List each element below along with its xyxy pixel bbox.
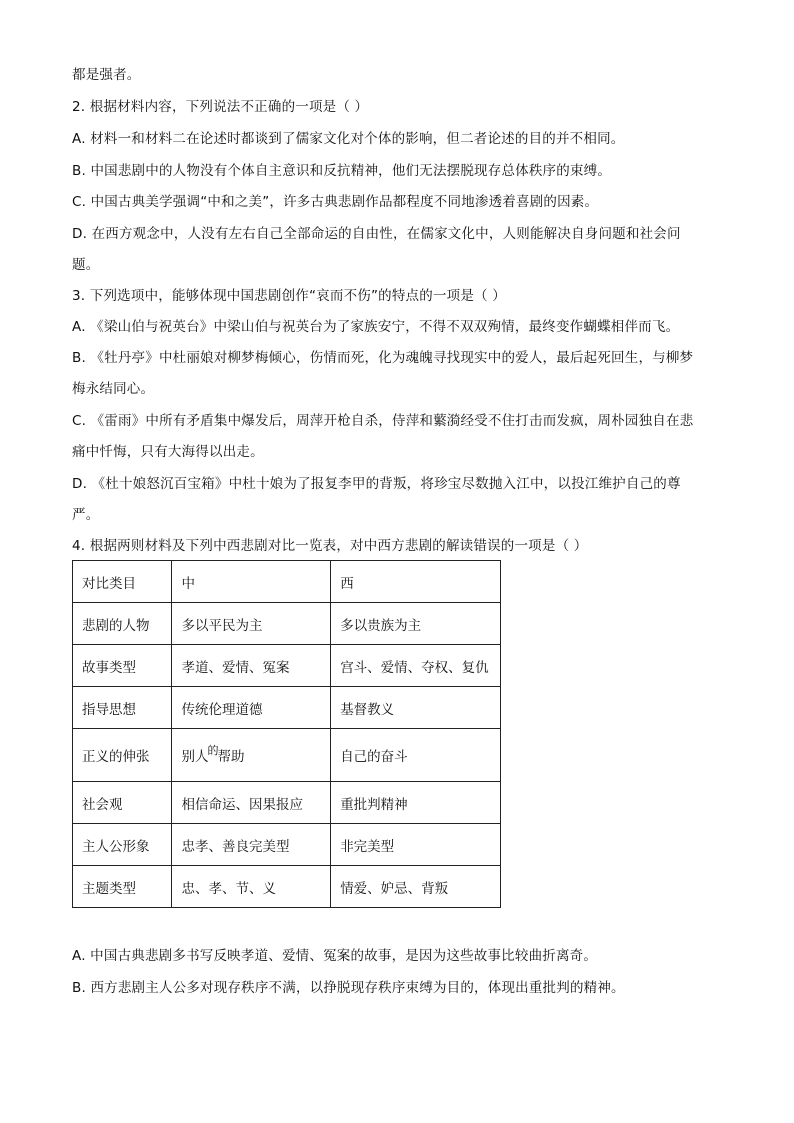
table-cell: 基督教义 [331,687,501,729]
cell-text-part: 帮助 [217,749,245,765]
table-cell: 悲剧的人物 [73,603,172,645]
question-3-option-c-cont: 痛中忏悔，只有大海得以出走。 [72,444,264,460]
table-cell: 对比类目 [73,561,172,603]
question-4-option-b: B. 西方悲剧主人公多对现存秩序不满，以挣脱现存秩序束缚为目的，体现出重批判的精神。 [72,980,625,996]
question-3-option-d-cont: 严。 [72,507,100,523]
question-2-stem: 2. 根据材料内容，下列说法不正确的一项是（ ） [72,99,369,115]
question-2-option-c: C. 中国古典美学强调“中和之美”，许多古典悲剧作品都程度不同地渗透着喜剧的因素。 [72,194,599,210]
cell-text-superscript: 的 [207,744,219,757]
table-cell: 情爱、妒忌、背叛 [331,866,501,908]
table-cell: 正义的伸张 [73,729,172,782]
table-cell: 多以贵族为主 [331,603,501,645]
table-row [73,866,501,908]
table-cell: 相信命运、因果报应 [172,782,331,824]
table-cell: 指导思想 [73,687,172,729]
table-cell: 主题类型 [73,866,172,908]
question-3-stem: 3. 下列选项中，能够体现中国悲剧创作“哀而不伤”的特点的一项是（ ） [72,288,506,304]
table-cell: 忠孝、善良完美型 [172,824,331,866]
table-cell: 主人公形象 [73,824,172,866]
table-cell: 重批判精神 [331,782,501,824]
question-4-option-a: A. 中国古典悲剧多书写反映孝道、爱情、冤案的故事，是因为这些故事比较曲折离奇。 [72,948,598,964]
question-2-option-a: A. 材料一和材料二在论述时都谈到了儒家文化对个体的影响，但二者论述的目的并不相同。 [72,131,625,147]
question-2-option-b: B. 中国悲剧中的人物没有个体自主意识和反抗精神，他们无法摆脱现存总体秩序的束缚。 [72,163,612,179]
table-row [73,687,501,729]
table-cell: 西 [331,561,501,603]
table-row [73,603,501,645]
table-cell: 多以平民为主 [172,603,331,645]
question-3-option-d: D. 《杜十娘怒沉百宝箱》中杜十娘为了报复李甲的背叛，将珍宝尽数抛入江中，以投江维护自己的尊 [72,476,681,492]
table-row [73,645,501,687]
table-cell: 宫斗、爱情、夺权、复仇 [331,645,501,687]
table-cell: 中 [172,561,331,603]
question-3-option-b-cont: 梅永结同心。 [72,381,155,397]
table-row [73,729,501,782]
question-4-stem: 4. 根据两则材料及下列中西悲剧对比一览表，对中西方悲剧的解读错误的一项是（ ） [72,538,588,554]
cell-text-part: 别人 [181,749,209,765]
table-row [73,782,501,824]
table-row [73,561,501,603]
table-cell: 社会观 [73,782,172,824]
question-3-option-a: A. 《梁山伯与祝英台》中梁山伯与祝英台为了家族安宁，不得不双双殉情，最终变作蝴蝶相伴而飞。 [72,319,680,335]
comparison-table [72,560,501,908]
paragraph-continuation: 都是强者。 [72,67,141,83]
table-cell-justice-china [172,729,331,782]
table-cell: 故事类型 [73,645,172,687]
table-row [73,824,501,866]
table-cell: 传统伦理道德 [172,687,331,729]
question-3-option-b: B. 《牡丹亭》中杜丽娘对柳梦梅倾心，伤情而死，化为魂魄寻找现实中的爱人，最后起死回生，与柳梦 [72,350,694,366]
table-cell: 非完美型 [331,824,501,866]
table-cell: 孝道、爱情、冤案 [172,645,331,687]
question-2-option-d: D. 在西方观念中，人没有左右自己全部命运的自由性，在儒家文化中，人则能解决自身问题和社会问 [72,226,681,242]
question-3-option-c: C. 《雷雨》中所有矛盾集中爆发后，周萍开枪自杀，侍萍和蘩漪经受不住打击而发疯，周朴园独自在悲 [72,413,694,429]
question-2-option-d-cont: 题。 [72,257,100,273]
table-cell: 自己的奋斗 [331,729,501,782]
table-cell: 忠、孝、节、义 [172,866,331,908]
